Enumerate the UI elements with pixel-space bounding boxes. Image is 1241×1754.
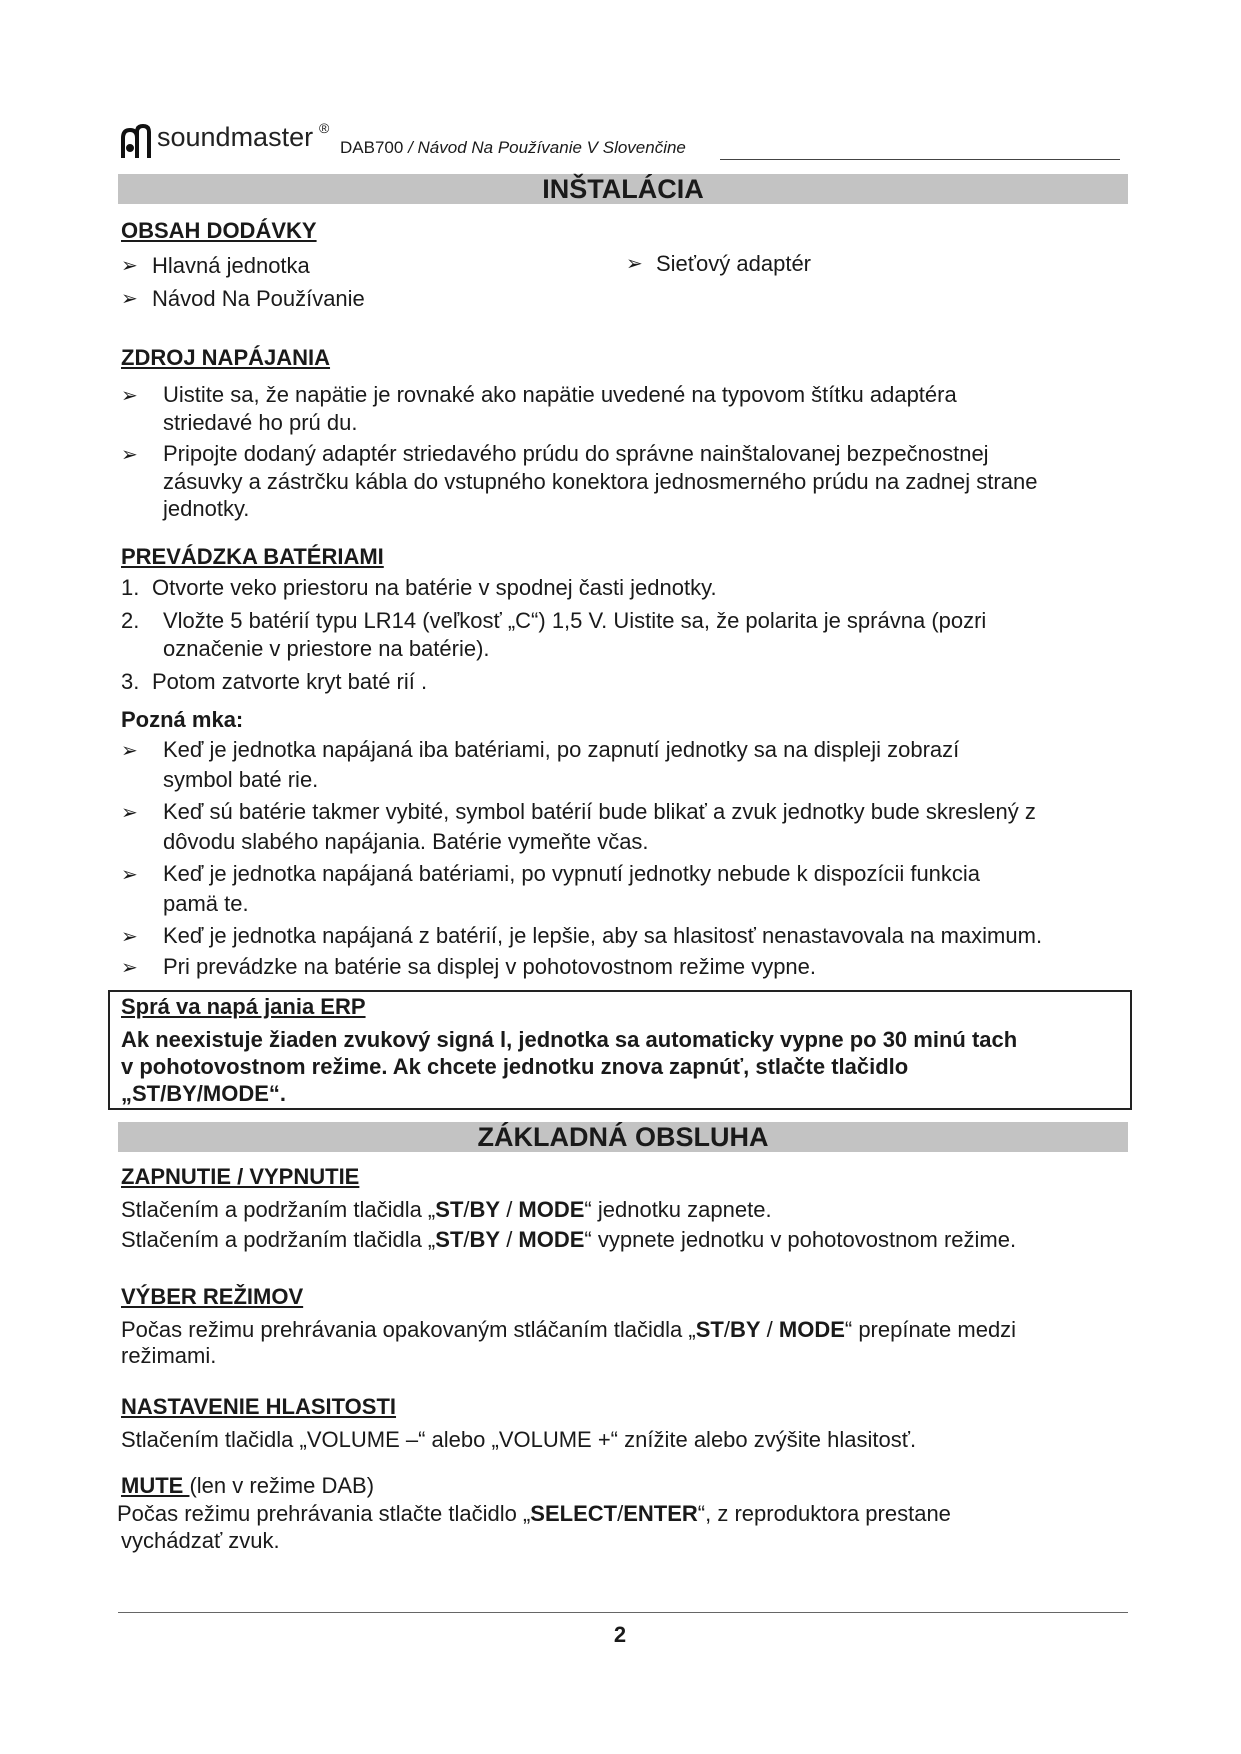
header-rule (720, 159, 1120, 160)
brand-name: soundmaster (157, 122, 314, 152)
note-text: Keď je jednotka napájaná iba batériami, po zapnutí jednotky sa na displeji zobrazí (163, 737, 960, 762)
power-heading: ZDROJ NAPÁJANIA (121, 345, 331, 370)
bullet-arrow-icon: ➢ (121, 926, 138, 948)
erp-text: v pohotovostnom režime. Ak chcete jednotku znova zapnúť, stlačte tlačidlo (121, 1054, 909, 1079)
erp-heading: Sprá va napá jania ERP (121, 994, 366, 1019)
manual-title: / Návod Na Používanie V Slovenčine (408, 138, 686, 157)
volume-text: Stlačením tlačidla „VOLUME –“ alebo „VOLUME +“ znížite alebo zvýšite hlasitosť. (121, 1427, 917, 1452)
bullet-arrow-icon: ➢ (121, 740, 138, 762)
erp-text: Ak neexistuje žiaden zvukový signá l, jednotka sa automaticky vypne po 30 minú tach (121, 1027, 1018, 1052)
mode-text: Počas režimu prehrávania opakovaným stláčaním tlačidla „ST/BY / MODE“ prepínate medzi (121, 1317, 1017, 1342)
model-name: DAB700 (340, 138, 404, 157)
note-text: symbol baté rie. (163, 767, 319, 792)
battery-step: označenie v priestore na batérie). (163, 636, 490, 661)
soundmaster-logo-icon (121, 124, 159, 160)
bullet-arrow-icon: ➢ (121, 288, 138, 310)
battery-step: Potom zatvorte kryt baté rií . (152, 669, 428, 694)
contents-item: Sieťový adaptér (656, 251, 812, 276)
section-title-operation: ZÁKLADNÁ OBSLUHA (118, 1122, 1128, 1152)
onoff-text: Stlačením a podržaním tlačidla „ST/BY / MODE“ jednotku zapnete. (121, 1197, 772, 1222)
mute-text: Počas režimu prehrávania stlačte tlačidlo „SELECT/ENTER“, z reproduktora prestane (117, 1501, 951, 1526)
power-text: Uistite sa, že napätie je rovnaké ako napätie uvedené na typovom štítku adaptéra (163, 382, 957, 407)
contents-item: Návod Na Používanie (152, 286, 365, 311)
step-number: 3. (121, 669, 140, 694)
contents-heading: OBSAH DODÁVKY (121, 218, 317, 243)
power-text: jednotky. (163, 496, 250, 521)
note-text: dôvodu slabého napájania. Batérie vymeňte včas. (163, 829, 649, 854)
note-text: Keď je jednotka napájaná z batérií, je lepšie, aby sa hlasitosť nenastavovala na maximum. (163, 923, 1043, 948)
mute-text: vychádzať zvuk. (121, 1528, 280, 1553)
power-text: Pripojte dodaný adaptér striedavého prúdu do správne nainštalovanej bezpečnostnej (163, 441, 989, 466)
onoff-text: Stlačením a podržaním tlačidla „ST/BY / MODE“ vypnete jednotku v pohotovostnom režime. (121, 1227, 1017, 1252)
onoff-heading: ZAPNUTIE / VYPNUTIE (121, 1164, 360, 1189)
note-text: pamä te. (163, 891, 249, 916)
mute-heading-line (121, 1472, 374, 1500)
step-number: 1. (121, 575, 140, 600)
bullet-arrow-icon: ➢ (121, 957, 138, 979)
battery-step: Otvorte veko priestoru na batérie v spodnej časti jednotky. (152, 575, 717, 600)
bullet-arrow-icon: ➢ (121, 864, 138, 886)
erp-text: „ST/BY/MODE“. (121, 1081, 287, 1106)
mute-subtitle: (len v režime DAB) (189, 1473, 375, 1498)
battery-heading: PREVÁDZKA BATÉRIAMI (121, 544, 384, 569)
power-text: zásuvky a zástrčku kábla do vstupného konektora jednosmerného prúdu na zadnej strane (163, 469, 1038, 494)
volume-heading: NASTAVENIE HLASITOSTI (121, 1394, 397, 1419)
mode-text: režimami. (121, 1343, 217, 1368)
bullet-arrow-icon: ➢ (626, 253, 643, 275)
contents-item: Hlavná jednotka (152, 253, 310, 278)
bullet-arrow-icon: ➢ (121, 444, 138, 466)
section-title-installation: INŠTALÁCIA (118, 174, 1128, 204)
note-text: Pri prevádzke na batérie sa displej v pohotovostnom režime vypne. (163, 954, 817, 979)
bullet-arrow-icon: ➢ (121, 255, 138, 277)
footer-rule (118, 1612, 1128, 1613)
bullet-arrow-icon: ➢ (121, 385, 138, 407)
note-text: Keď sú batérie takmer vybité, symbol batérií bude blikať a zvuk jednotky bude skreslený z (163, 799, 1036, 824)
note-heading: Pozná mka: (121, 707, 244, 732)
note-text: Keď je jednotka napájaná batériami, po vypnutí jednotky nebude k dispozícii funkcia (163, 861, 981, 886)
battery-step: Vložte 5 batérií typu LR14 (veľkosť „C“) 1,5 V. Uistite sa, že polarita je správna (pozri (163, 608, 987, 633)
power-text: striedavé ho prú du. (163, 410, 358, 435)
registered-mark: ® (319, 120, 330, 136)
mode-heading: VÝBER REŽIMOV (121, 1284, 304, 1309)
bullet-arrow-icon: ➢ (121, 802, 138, 824)
document-title (340, 138, 686, 158)
step-number: 2. (121, 608, 140, 633)
page-number: 2 (613, 1622, 627, 1647)
mute-heading: MUTE (121, 1473, 190, 1498)
